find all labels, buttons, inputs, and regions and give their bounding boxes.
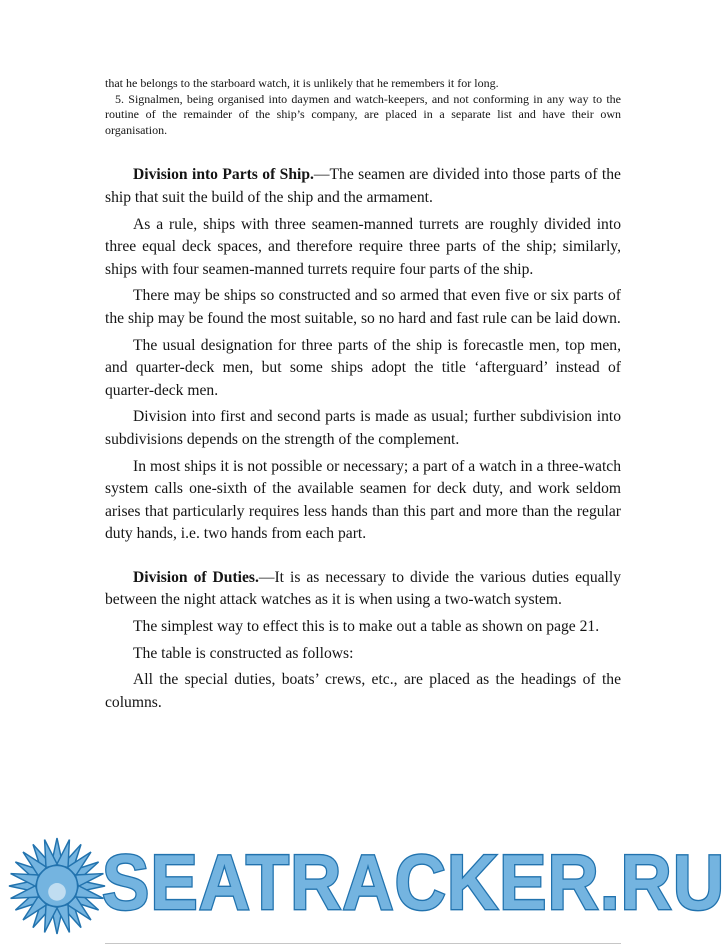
section1-heading: Division into Parts of Ship. (133, 166, 314, 184)
bottom-rule (105, 943, 621, 944)
section2-paragraph-2: The table is constructed as follows: (133, 644, 354, 662)
section1-lead-text: —The seamen are divided into those parts of the ship that suit the build of the ship and the armament. (105, 166, 621, 206)
section1-paragraph-3: The usual designation for three parts of the ship is forecastle men, top men, and quarter-deck men, but some ships adopt the title ‘afterguard’ instead of quarter-deck men. (105, 336, 621, 399)
watermark (8, 837, 726, 935)
footnote-5: 5. Signalmen, being organised into daymen and watch-keepers, and not conforming in any way to the routine of the remainder of the ship’s company, are placed in a separate list and have their own organisation. (105, 91, 621, 137)
footnote-block (105, 76, 621, 138)
section1-paragraph-4: Division into first and second parts is made as usual; further subdivision into subdivisions depends on the strength of the complement. (105, 408, 621, 448)
section2-paragraph-3: All the special duties, boats’ crews, etc., are placed as the headings of the columns. (105, 671, 621, 711)
sun-icon (8, 837, 106, 935)
section1-paragraph-1: As a rule, ships with three seamen-manned turrets are roughly divided into three equal deck spaces, and therefore require three parts of the ship; similarly, ships with four seamen-manned turrets require four parts of the ship. (105, 215, 621, 278)
section2-lead-paragraph (105, 567, 621, 612)
footnote-continuation-line: that he belongs to the starboard watch, it is unlikely that he remembers it for long. (105, 76, 499, 90)
section2-heading: Division of Duties. (133, 568, 259, 586)
section1-lead-paragraph (105, 164, 621, 209)
body-text (105, 164, 621, 714)
watermark-text: SEATRACKER.RU (102, 839, 726, 926)
section2-lead-text: —It is as necessary to divide the various duties equally between the night attack watches as it is when using a two-watch system. (105, 568, 621, 609)
section1-paragraph-2: There may be ships so constructed and so armed that even five or six parts of the ship may be found the most suitable, so no hard and fast rule can be laid down. (105, 287, 621, 327)
text-column (105, 76, 621, 714)
section1-paragraph-5: In most ships it is not possible or necessary; a part of a watch in a three-watch system calls one-sixth of the available seamen for deck duty, and work seldom arises that particularly requires less hands than this part and more than the regular duty hands, i.e. two hands from each part. (105, 457, 621, 543)
section2-paragraph-1: The simplest way to effect this is to make out a table as shown on page 21. (133, 618, 600, 636)
